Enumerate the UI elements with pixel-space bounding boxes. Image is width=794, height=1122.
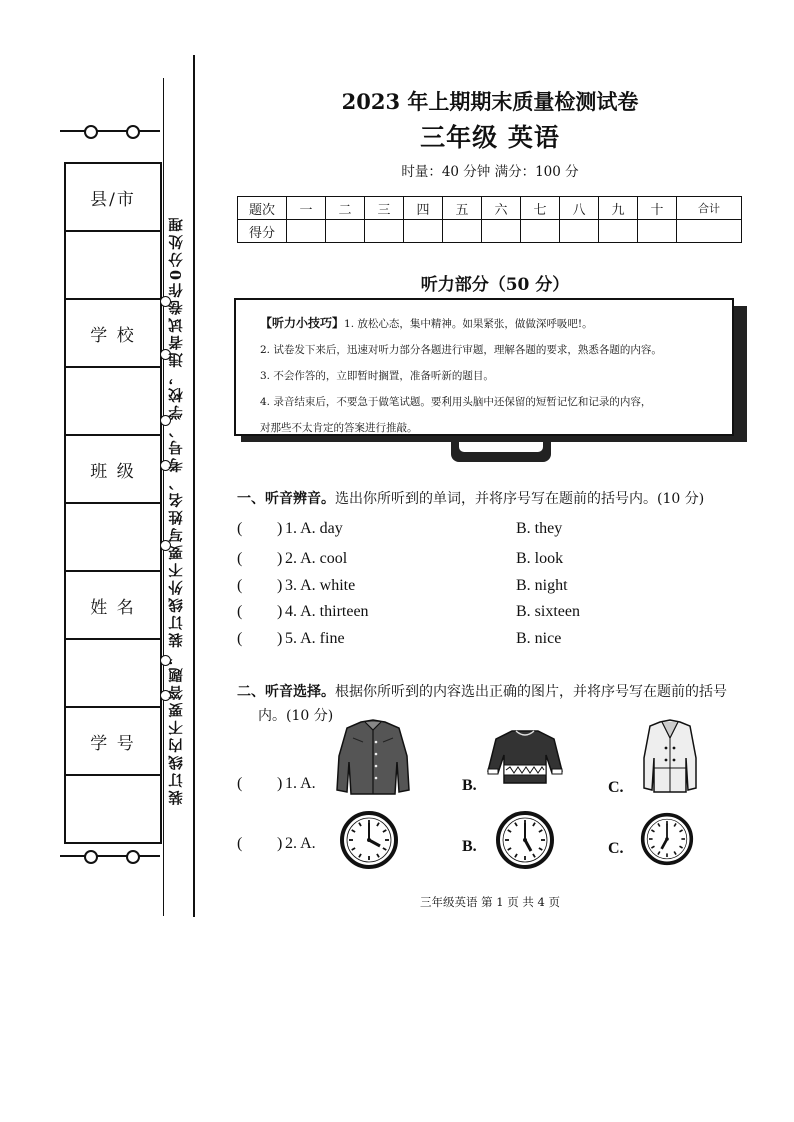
score-cell[interactable] xyxy=(365,220,404,243)
listening-section-heading: 听力部分（50 分） xyxy=(420,275,570,295)
q1-item xyxy=(237,577,737,599)
tips-line-4: 4. 录音结束后，不要急于做笔试题。要利用头脑中还保留的短暂记忆和记录的内容， xyxy=(260,396,652,408)
binding-line-left xyxy=(163,78,164,916)
q2-instruction-cont: 内。(10 分) xyxy=(258,708,334,724)
q2-item-2 xyxy=(237,835,316,853)
sweater-image xyxy=(486,727,564,785)
score-cell[interactable] xyxy=(677,220,742,243)
answer-bracket-close: ) xyxy=(277,550,283,567)
score-cell[interactable] xyxy=(560,220,599,243)
answer-bracket-close: ) xyxy=(277,835,283,852)
q1-heading xyxy=(237,488,704,508)
q1-option-a: 4. A. thirteen xyxy=(285,603,369,620)
county-label: 县/市 xyxy=(66,164,160,232)
binding-ring xyxy=(84,125,98,139)
clock-image xyxy=(495,810,555,870)
score-col: 九 xyxy=(599,197,638,220)
student-id-label: 学 号 xyxy=(66,708,160,776)
binding-warning-note: 装订线内不要答题，装订线外不要写姓名、考号、学校，违者试卷作0分处理 xyxy=(168,214,185,806)
q2-item-1 xyxy=(237,775,316,793)
tips-line-1: 1. 放松心态，集中精神。如果紧张，做做深呼吸吧!。 xyxy=(344,318,593,330)
class-label: 班 级 xyxy=(66,436,160,504)
score-cell[interactable] xyxy=(287,220,326,243)
student-id-field[interactable] xyxy=(66,776,160,842)
score-col: 六 xyxy=(482,197,521,220)
score-table xyxy=(237,196,742,243)
answer-bracket-open[interactable]: ( xyxy=(237,630,243,647)
name-label: 姓 名 xyxy=(66,572,160,640)
page-footer: 三年级英语 第 1 页 共 4 页 xyxy=(419,895,561,909)
q2-option-a: 2. A. xyxy=(285,835,316,852)
binding-ring xyxy=(84,850,98,864)
q2-title: 二、听音选择。 xyxy=(237,684,335,700)
score-col: 八 xyxy=(560,197,599,220)
tips-lead: 【听力小技巧】 xyxy=(260,316,345,330)
score-col: 四 xyxy=(404,197,443,220)
answer-bracket-close: ) xyxy=(277,630,283,647)
score-cell[interactable] xyxy=(599,220,638,243)
q1-option-a: 2. A. cool xyxy=(285,550,348,567)
score-row-label: 得分 xyxy=(238,220,287,243)
name-field[interactable] xyxy=(66,640,160,708)
q1-option-a: 5. A. fine xyxy=(285,630,345,647)
score-col: 七 xyxy=(521,197,560,220)
q1-option-a: 1. A. day xyxy=(285,520,343,537)
listening-tips-box xyxy=(234,298,734,436)
binding-ring-line-bottom xyxy=(60,855,160,857)
q1-option-a: 3. A. white xyxy=(285,577,356,594)
coat-image xyxy=(640,718,700,794)
score-cell[interactable] xyxy=(404,220,443,243)
q1-item xyxy=(237,520,737,542)
score-cell[interactable] xyxy=(326,220,365,243)
score-cell[interactable] xyxy=(638,220,677,243)
binding-ring-line-top xyxy=(60,130,160,132)
q1-option-b: B. they xyxy=(516,520,563,537)
q1-option-b: B. look xyxy=(516,550,564,567)
school-label: 学 校 xyxy=(66,300,160,368)
score-cell[interactable] xyxy=(521,220,560,243)
binding-ring xyxy=(126,850,140,864)
school-field[interactable] xyxy=(66,368,160,436)
q2-option-b-label: B. xyxy=(462,777,477,794)
student-info-box xyxy=(64,162,162,844)
score-col: 五 xyxy=(443,197,482,220)
exam-subject: 三年级 英语 xyxy=(420,123,560,152)
q2-option-a: 1. A. xyxy=(285,775,316,792)
answer-bracket-close: ) xyxy=(277,603,283,620)
q2-option-c-label: C. xyxy=(608,840,624,857)
score-col: 十 xyxy=(638,197,677,220)
score-row-label: 题次 xyxy=(238,197,287,220)
score-cell[interactable] xyxy=(482,220,521,243)
tips-line-5: 对那些不太肯定的答案进行推敲。 xyxy=(260,422,418,434)
clock-image xyxy=(640,812,694,866)
exam-title: 2023 年上期期末质量检测试卷 xyxy=(341,89,639,114)
q1-item xyxy=(237,603,737,625)
answer-bracket-close: ) xyxy=(277,520,283,537)
exam-meta: 时量：40 分钟 满分：100 分 xyxy=(401,164,579,180)
score-table-header-row xyxy=(238,197,742,220)
q2-option-c-label: C. xyxy=(608,779,624,796)
q2-option-b-label: B. xyxy=(462,838,477,855)
tips-box-tab-inner xyxy=(459,442,543,452)
q1-title: 一、听音辨音。 xyxy=(237,491,335,507)
q2-instruction: 根据你所听到的内容选出正确的图片，并将序号写在题前的括号 xyxy=(335,684,727,700)
score-table-score-row xyxy=(238,220,742,243)
binding-line-right xyxy=(193,55,195,917)
answer-bracket-open[interactable]: ( xyxy=(237,577,243,594)
answer-bracket-open[interactable]: ( xyxy=(237,550,243,567)
q2-heading xyxy=(237,681,727,701)
q1-option-b: B. night xyxy=(516,577,568,594)
county-field[interactable] xyxy=(66,232,160,300)
class-field[interactable] xyxy=(66,504,160,572)
tips-line-2: 2. 试卷发下来后，迅速对听力部分各题进行审题，理解各题的要求，熟悉各题的内容。 xyxy=(260,344,662,356)
clock-image xyxy=(339,810,399,870)
answer-bracket-close: ) xyxy=(277,775,283,792)
jacket-image xyxy=(333,716,413,798)
binding-ring xyxy=(126,125,140,139)
answer-bracket-open[interactable]: ( xyxy=(237,520,243,537)
answer-bracket-close: ) xyxy=(277,577,283,594)
score-cell[interactable] xyxy=(443,220,482,243)
tips-line-3: 3. 不会作答的，立即暂时搁置，准备听新的题目。 xyxy=(260,370,494,382)
q1-instruction: 选出你所听到的单词，并将序号写在题前的括号内。(10 分) xyxy=(335,491,705,507)
q1-item xyxy=(237,550,737,572)
answer-bracket-open[interactable]: ( xyxy=(237,835,243,852)
q1-item xyxy=(237,630,737,652)
score-col: 一 xyxy=(287,197,326,220)
answer-bracket-open[interactable]: ( xyxy=(237,775,243,792)
q1-option-b: B. nice xyxy=(516,630,562,647)
score-total-label: 合计 xyxy=(677,197,742,220)
q1-option-b: B. sixteen xyxy=(516,603,580,620)
answer-bracket-open[interactable]: ( xyxy=(237,603,243,620)
score-col: 三 xyxy=(365,197,404,220)
score-col: 二 xyxy=(326,197,365,220)
